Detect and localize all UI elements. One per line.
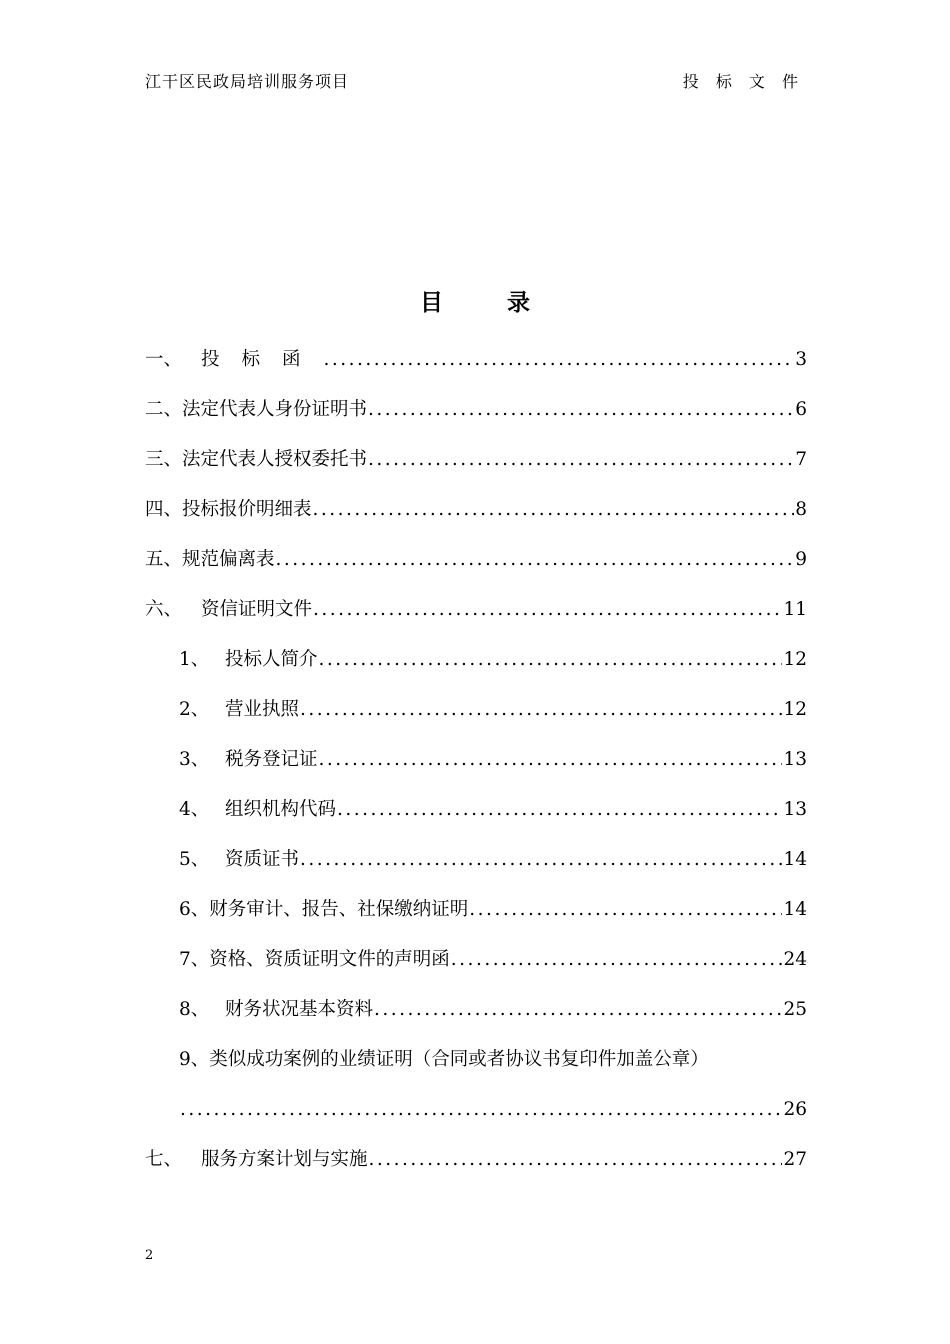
toc-entry-page: 13 — [783, 749, 807, 770]
toc-entry-page: 11 — [783, 599, 807, 620]
toc-leader-dots — [468, 895, 782, 925]
toc-entry-label: 类似成功案例的业绩证明（合同或者协议书复印件加盖公章） — [209, 1049, 709, 1070]
toc-leader-dots — [318, 645, 783, 675]
toc-entry-page: 24 — [783, 949, 807, 970]
toc-entry-number: 六、 — [145, 599, 183, 620]
toc-entry-page: 14 — [783, 849, 807, 870]
toc-subentry[interactable] — [145, 745, 807, 795]
toc-entry-label: 财务状况基本资料 — [225, 999, 374, 1020]
toc-entry-number: 7、 — [179, 949, 210, 970]
toc-entry-page: 6 — [795, 399, 807, 420]
toc-entry-label: 财务审计、报告、社保缴纳证明 — [209, 899, 469, 920]
toc-subentry[interactable] — [145, 945, 807, 995]
toc-leader-dots — [318, 745, 783, 775]
toc-entry-number: 二、 — [145, 399, 183, 420]
toc-entry-label: 法定代表人身份证明书 — [182, 399, 368, 420]
toc-entry-page: 26 — [783, 1099, 807, 1120]
toc-list — [145, 345, 807, 1195]
toc-subentry[interactable] — [145, 895, 807, 945]
toc-entry-number: 4、 — [179, 799, 210, 820]
toc-entry[interactable] — [145, 395, 807, 445]
toc-entry[interactable] — [145, 495, 807, 545]
toc-leader-dots — [299, 695, 782, 725]
header-project-name: 江干区民政局培训服务项目 — [145, 72, 350, 91]
toc-subentry[interactable] — [145, 645, 807, 695]
toc-entry-page: 12 — [783, 699, 807, 720]
toc-entry[interactable] — [145, 595, 807, 645]
toc-entry-label: 投标报价明细表 — [182, 499, 312, 520]
toc-leader-dots — [336, 795, 782, 825]
toc-entry-number: 一、 — [145, 349, 183, 370]
toc-entry-number: 3、 — [179, 749, 210, 770]
toc-leader-dots — [312, 495, 795, 525]
toc-leader-dots — [312, 595, 782, 625]
toc-subentry[interactable] — [145, 845, 807, 895]
toc-entry-label: 资信证明文件 — [201, 599, 313, 620]
toc-entry-number: 五、 — [145, 549, 183, 570]
toc-subentry[interactable] — [145, 995, 807, 1045]
toc-subentry-multiline-second[interactable] — [145, 1095, 807, 1145]
toc-entry-label: 组织机构代码 — [225, 799, 337, 820]
toc-subentry[interactable] — [145, 795, 807, 845]
toc-entry-page: 3 — [795, 349, 807, 370]
toc-leader-dots — [275, 545, 795, 575]
toc-entry-page: 7 — [795, 449, 807, 470]
footer-page-number: 2 — [145, 1248, 154, 1263]
toc-entry-label: 资格、资质证明文件的声明函 — [209, 949, 450, 970]
toc-entry-label: 规范偏离表 — [182, 549, 275, 570]
toc-title: 目 录 — [419, 289, 558, 316]
toc-leader-dots — [323, 345, 795, 375]
header-document-type: 投 标 文 件 — [682, 72, 804, 91]
toc-leader-dots — [367, 445, 794, 475]
toc-subentry[interactable] — [145, 695, 807, 745]
toc-entry[interactable] — [145, 445, 807, 495]
toc-entry-number: 5、 — [179, 849, 210, 870]
toc-entry[interactable] — [145, 1145, 807, 1195]
toc-entry-number: 四、 — [145, 499, 183, 520]
toc-entry-label: 投标函 — [201, 349, 323, 370]
toc-leader-dots — [450, 945, 783, 975]
toc-entry-page: 9 — [795, 549, 807, 570]
toc-entry-number: 七、 — [145, 1149, 183, 1170]
toc-leader-dots — [368, 1145, 783, 1175]
toc-entry-label: 税务登记证 — [225, 749, 318, 770]
toc-entry-page: 12 — [783, 649, 807, 670]
toc-entry-number: 9、 — [179, 1049, 210, 1070]
toc-entry-page: 13 — [783, 799, 807, 820]
toc-entry-number: 6、 — [179, 899, 210, 920]
toc-entry-number: 三、 — [145, 449, 183, 470]
toc-entry[interactable] — [145, 345, 807, 395]
toc-entry-page: 8 — [795, 499, 807, 520]
toc-entry-label: 投标人简介 — [225, 649, 318, 670]
toc-subentry-multiline-first[interactable] — [145, 1045, 807, 1095]
toc-entry-label: 法定代表人授权委托书 — [182, 449, 368, 470]
toc-entry-number: 1、 — [179, 649, 210, 670]
toc-leader-dots — [299, 845, 782, 875]
toc-leader-dots — [373, 995, 782, 1025]
toc-entry-label: 资质证书 — [225, 849, 300, 870]
toc-entry-label: 营业执照 — [225, 699, 300, 720]
toc-leader-dots — [179, 1095, 782, 1125]
toc-entry-number: 8、 — [179, 999, 210, 1020]
toc-entry-page: 27 — [783, 1149, 807, 1170]
toc-entry-number: 2、 — [179, 699, 210, 720]
toc-entry-page: 14 — [783, 899, 807, 920]
toc-entry[interactable] — [145, 545, 807, 595]
toc-leader-dots — [367, 395, 794, 425]
toc-entry-label: 服务方案计划与实施 — [201, 1149, 368, 1170]
toc-entry-page: 25 — [783, 999, 807, 1020]
